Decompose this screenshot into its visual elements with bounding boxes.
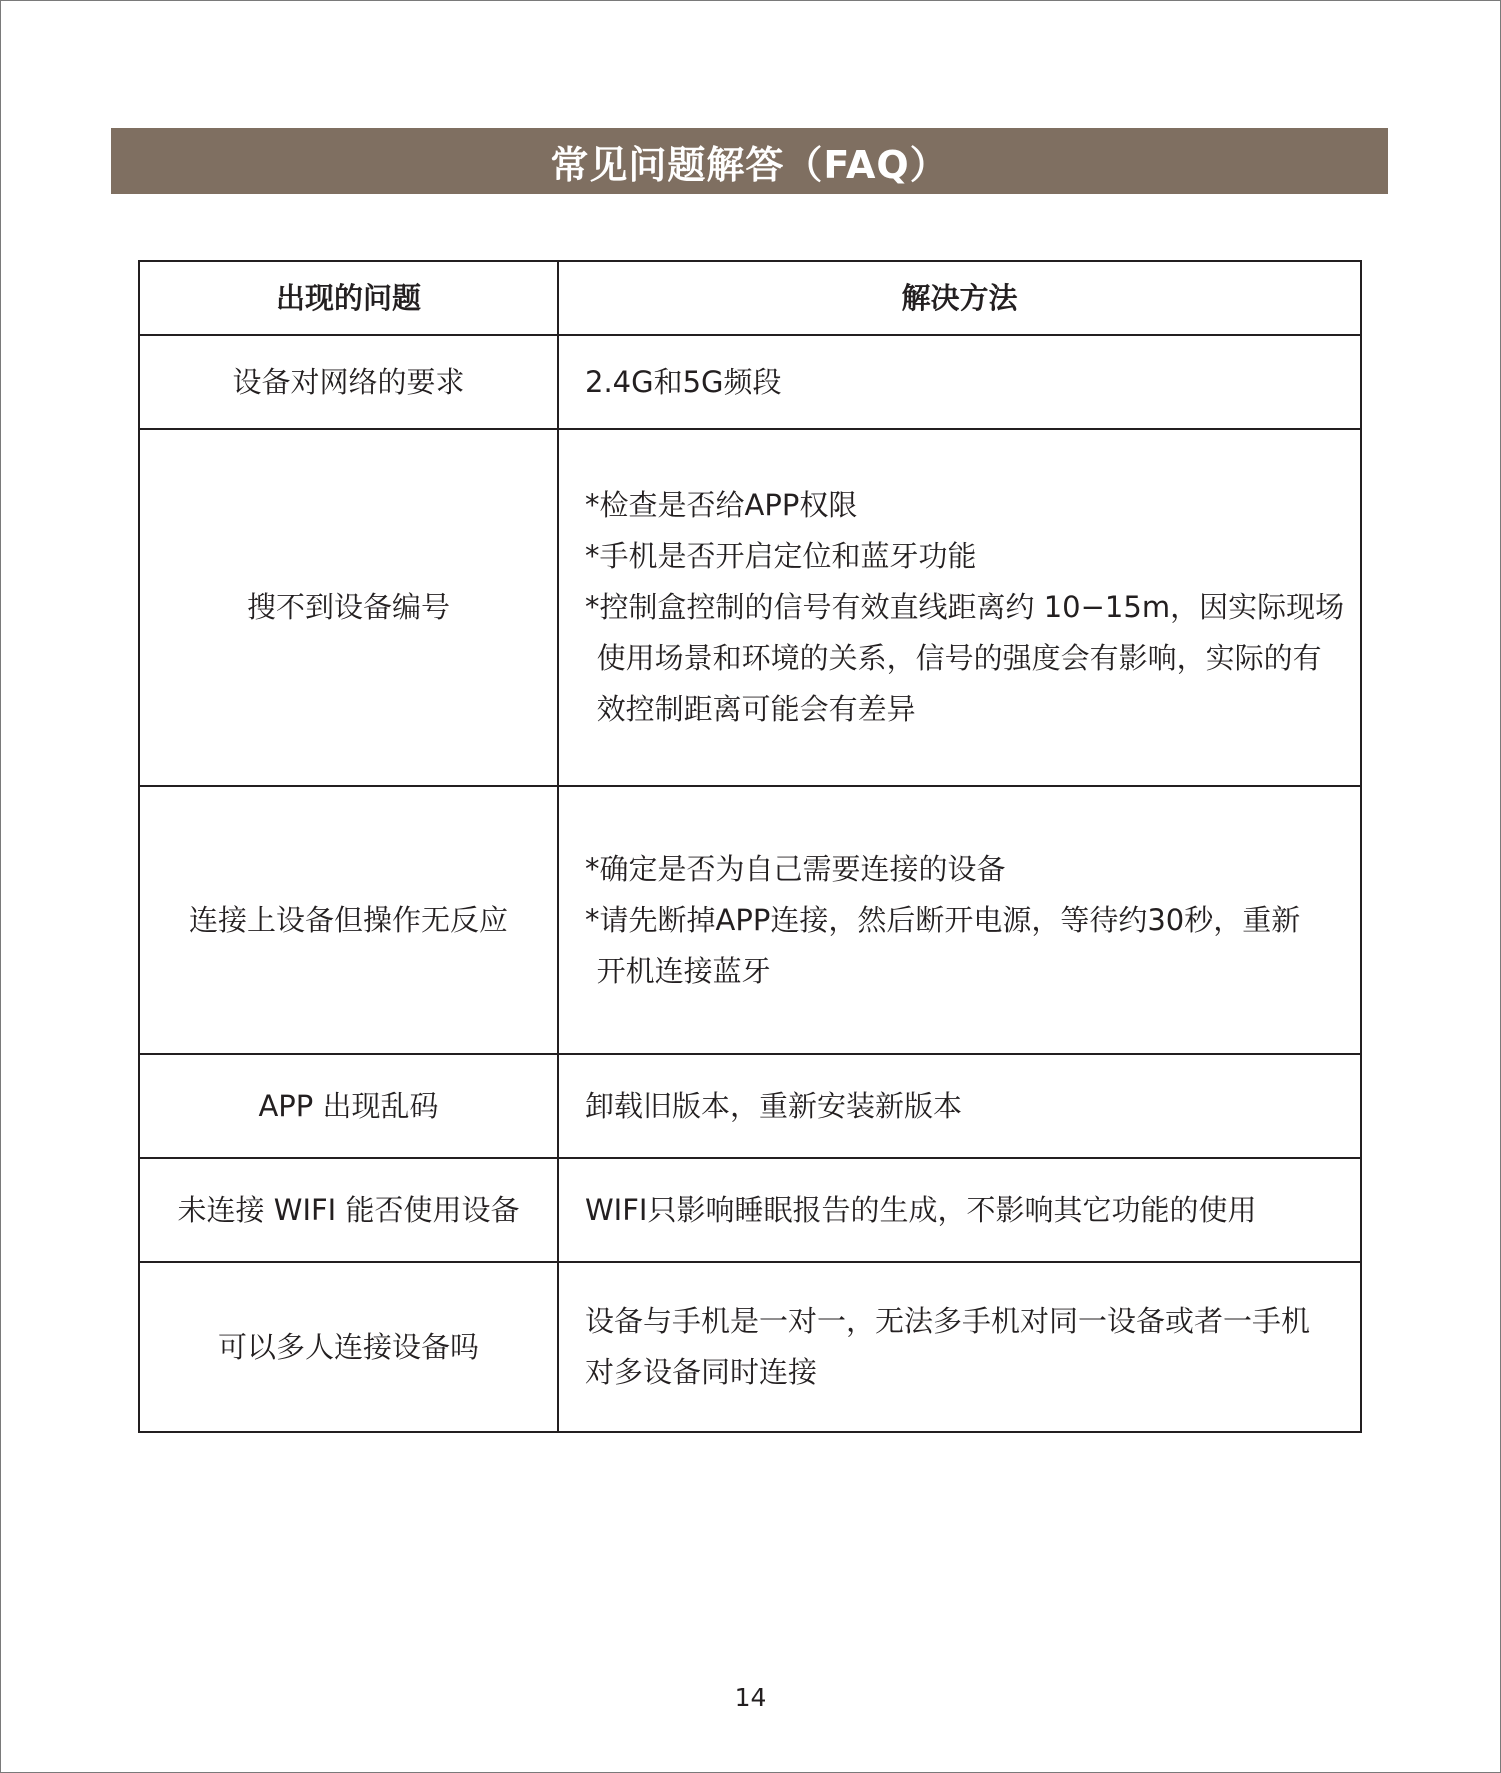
table-row (139, 1054, 1361, 1158)
answer-cell (558, 1158, 1361, 1262)
table-header-row (139, 261, 1361, 335)
answer-line: 开机连接蓝牙 (596, 953, 771, 988)
answer-cell (558, 335, 1361, 429)
answer-line: 卸载旧版本，重新安装新版本 (585, 1088, 963, 1123)
question-cell: 连接上设备但操作无反应 (139, 786, 558, 1054)
answer-line: 效控制距离可能会有差异 (596, 692, 916, 726)
table-row (139, 786, 1361, 1054)
answer-cell (558, 1054, 1361, 1158)
answer-cell (558, 429, 1361, 786)
answer-line: 使用场景和环境的关系，信号的强度会有影响，实际的有 (596, 641, 1322, 675)
answer-line: *控制盒控制的信号有效直线距离约 10−15m，因实际现场 (585, 590, 1345, 624)
answer-line: 对多设备同时连接 (585, 1355, 818, 1389)
table-row (139, 429, 1361, 786)
page-title: 常见问题解答（FAQ） (111, 128, 1388, 194)
answer-line: *确定是否为自己需要连接的设备 (585, 851, 1006, 886)
question-cell: APP 出现乱码 (139, 1054, 558, 1158)
page-number: 14 (734, 1683, 767, 1712)
answer-line: 2.4G和5G频段 (585, 364, 782, 399)
header-question: 出现的问题 (139, 261, 558, 335)
faq-table (138, 260, 1362, 1433)
answer-cell (558, 786, 1361, 1054)
table-row (139, 335, 1361, 429)
answer-line: 设备与手机是一对一，无法多手机对同一设备或者一手机 (585, 1304, 1311, 1338)
answer-cell (558, 1262, 1361, 1432)
question-cell: 设备对网络的要求 (139, 335, 558, 429)
question-cell: 可以多人连接设备吗 (139, 1262, 558, 1432)
table-row (139, 1158, 1361, 1262)
answer-line: *请先断掉APP连接，然后断开电源，等待约30秒，重新 (585, 902, 1301, 937)
question-cell: 搜不到设备编号 (139, 429, 558, 786)
question-cell: 未连接 WIFI 能否使用设备 (139, 1158, 558, 1262)
table-row (139, 1262, 1361, 1432)
answer-line: *手机是否开启定位和蓝牙功能 (585, 539, 977, 573)
answer-line: WIFI只影响睡眠报告的生成，不影响其它功能的使用 (585, 1192, 1257, 1227)
header-answer: 解决方法 (558, 261, 1361, 335)
answer-line: *检查是否给APP权限 (585, 488, 858, 522)
